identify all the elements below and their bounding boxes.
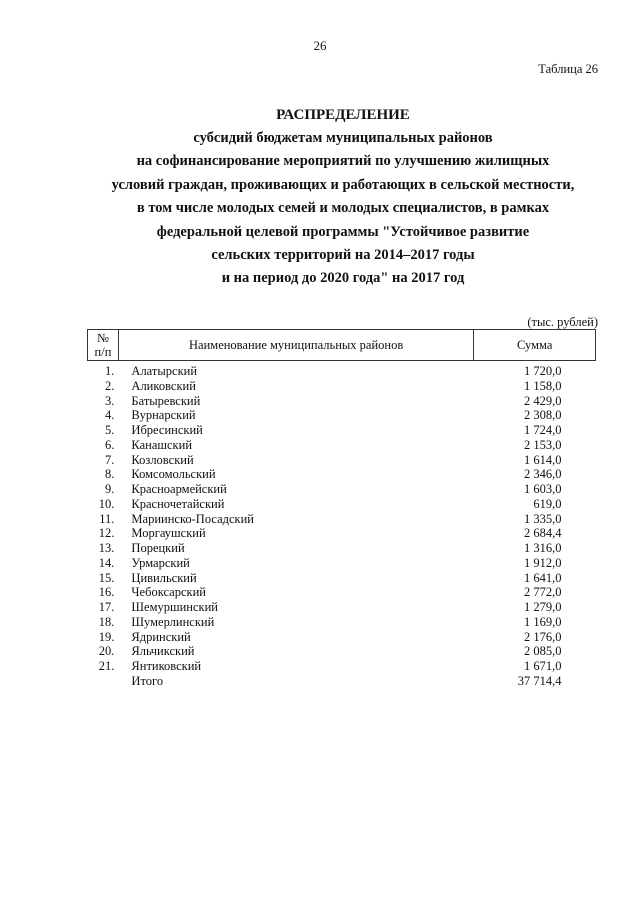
cell-num: 16. [98,585,115,600]
document-subtitle-line: в том числе молодых семей и молодых специалистов, в рамках [136,200,550,217]
cell-sum: 1 912,0 [524,555,562,570]
cell-num: 17. [98,600,115,614]
cell-sum: 37 714,4 [517,673,562,688]
cell-num: 6. [105,437,115,452]
header-sum: Сумма [474,330,596,361]
cell-sum: 2 346,0 [524,467,562,482]
cell-sum: 1 720,0 [524,364,562,378]
cell-sum: 2 085,0 [524,644,562,659]
cell-num: 19. [98,629,115,644]
table-label: Таблица 26 [538,62,598,76]
cell-num: 4. [105,408,115,423]
cell-name: Батыревский [131,393,201,408]
table-row [88,630,596,645]
document-subtitle-line: условий граждан, проживающих и работающих в сельской местности, [111,176,575,193]
table-total-row [88,674,596,689]
cell-num: 15. [98,570,115,585]
cell-sum: 1 671,0 [524,659,562,673]
cell-name: Ядринский [131,629,191,644]
document-subtitle-line: субсидий бюджетам муниципальных районов [193,130,493,146]
cell-sum: 1 169,0 [524,614,562,629]
table-row [88,361,596,379]
cell-name: Янтиковский [131,659,202,673]
table-header-row [88,330,596,361]
cell-sum: 2 772,0 [524,585,562,600]
table-row [88,394,596,409]
cell-num: 2. [105,378,115,393]
cell-name: Аликовский [131,378,196,393]
cell-name: Яльчикский [131,644,195,659]
table-body [88,361,596,689]
document-subtitle-line: и на период до 2020 года" на 2017 год [221,270,465,287]
document-title: РАСПРЕДЕЛЕНИЕ [276,107,410,123]
cell-name: Козловский [131,452,194,467]
cell-name: Мариинско-Посадский [131,511,254,526]
cell-sum: 1 641,0 [524,570,562,585]
document-subtitle-line: сельских территорий на 2014–2017 годы [211,247,475,264]
document-heading [60,103,626,291]
table-row [88,408,596,423]
cell-num: 11. [99,511,115,526]
cell-num [88,674,119,689]
cell-num: 9. [105,482,115,496]
cell-name: Шумерлинский [131,614,215,629]
table-row [88,585,596,600]
table-row [88,644,596,659]
cell-sum: 2 429,0 [524,393,562,408]
cell-name: Вурнарский [131,408,196,423]
cell-sum: 1 279,0 [524,600,562,614]
table-row [88,512,596,527]
cell-sum: 1 335,0 [524,511,562,526]
table-row [88,497,596,512]
document-subtitle-line: федеральной целевой программы "Устойчивое развитие [156,223,530,240]
cell-num: 8. [105,467,115,482]
cell-name: Красночетайский [131,496,225,511]
cell-sum: 2 308,0 [524,408,562,423]
cell-num: 5. [105,423,115,437]
header-name: Наименование муниципальных районов [118,330,473,361]
table-row [88,379,596,394]
table-row [88,482,596,497]
table-row [88,556,596,571]
cell-name: Красноармейский [131,482,227,496]
cell-name: Чебоксарский [131,585,206,600]
cell-num: 7. [105,452,115,467]
cell-sum: 2 153,0 [524,437,562,452]
cell-num: 1. [105,364,115,378]
cell-num: 20. [98,644,115,659]
cell-sum: 1 724,0 [524,423,562,437]
table-row [88,571,596,586]
cell-name: Шемуршинский [131,600,218,614]
page-number: 26 [313,38,327,53]
cell-num: 21. [98,659,115,673]
table-row [88,438,596,453]
table-row [88,615,596,630]
cell-sum: 1 603,0 [524,482,562,496]
cell-sum: 619,0 [533,496,562,511]
cell-name: Моргаушский [131,526,206,541]
units-note: (тыс. рублей) [527,315,598,329]
cell-name: Алатырский [131,364,198,378]
table-row [88,526,596,541]
cell-name: Итого [131,673,164,688]
cell-num: 3. [105,393,115,408]
cell-sum: 1 158,0 [524,378,562,393]
table-row [88,659,596,674]
document-subtitle-line: на софинансирование мероприятий по улучшению жилищных [136,153,550,170]
header-num: № п/п [88,330,119,361]
subsidy-table [87,329,596,689]
cell-sum: 2 684,4 [524,526,562,541]
cell-num: 12. [98,526,115,541]
cell-name: Ибресинский [131,423,203,437]
cell-num: 10. [98,496,115,511]
cell-sum: 1 614,0 [524,452,562,467]
cell-sum: 2 176,0 [524,629,562,644]
table-row [88,467,596,482]
cell-num: 14. [98,555,115,570]
cell-name: Порецкий [131,541,185,555]
table-row [88,600,596,615]
cell-sum: 1 316,0 [524,541,562,555]
table-row [88,453,596,468]
cell-num: 13. [98,541,115,555]
cell-name: Урмарский [131,555,190,570]
table-row [88,541,596,556]
table-row [88,423,596,438]
cell-num: 18. [98,614,115,629]
cell-name: Канашский [131,437,193,452]
cell-name: Цивильский [131,570,197,585]
cell-name: Комсомольский [131,467,216,482]
